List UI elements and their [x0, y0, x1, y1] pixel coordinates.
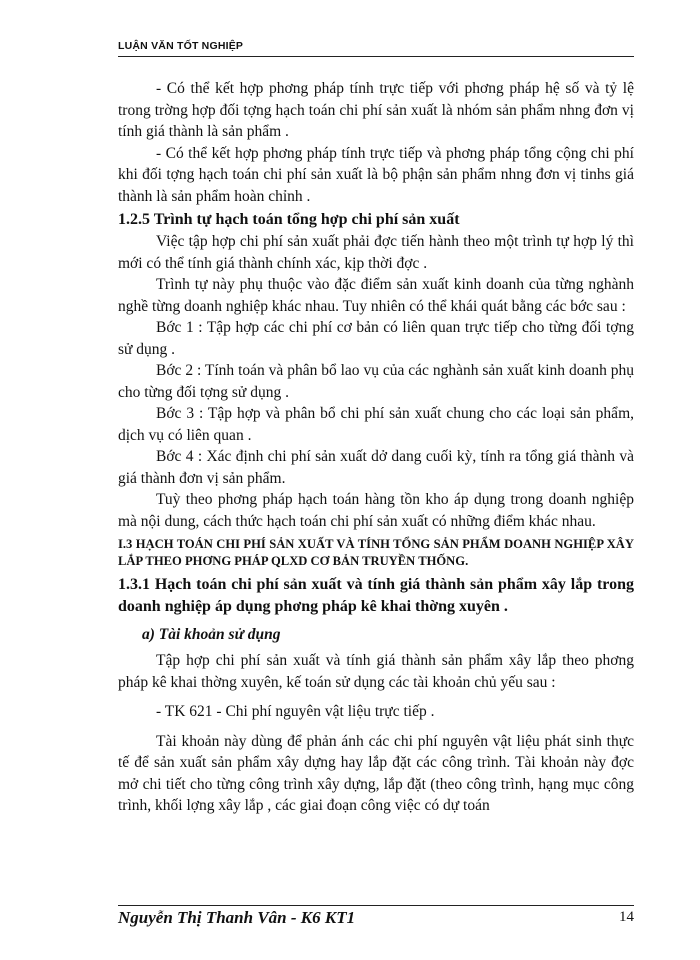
section-heading-1-3: I.3 HẠCH TOÁN CHI PHÍ SẢN XUẤT VÀ TÍNH TỔNG SẢN PHẨM DOANH NGHIỆP XÂY LẮP THEO PHƠNG PHÁP QLXD CƠ BẢN TRUYỀN THỐNG.: [118, 537, 634, 568]
step-1: Bớc 1 : Tập hợp các chi phí cơ bản có liên quan trực tiếp cho từng đối tợng sử dụng .: [118, 319, 634, 358]
page-header: [118, 34, 634, 57]
page-footer: [118, 905, 634, 936]
paragraph: Tài khoản này dùng để phản ánh các chi phí nguyên vật liệu phát sinh thực tế để sản xuất sản phẩm xây dựng hay lắp đặt các công trình. Tài khoản này đợc mở chi tiết cho từng công trình xây dựng, lắp đặt (theo công trình, hạng mục công trình, khối lợng xây lắp , các giai đoạn công việc có dự toán: [118, 732, 634, 814]
paragraph: Tập hợp chi phí sản xuất và tính giá thành sản phẩm xây lắp theo phơng pháp kê khai thờng xuyên, kế toán sử dụng các tài khoản chủ yếu sau :: [118, 652, 634, 691]
step-4: Bớc 4 : Xác định chi phí sản xuất dở dang cuối kỳ, tính ra tổng giá thành và giá thành đơn vị sản phẩm.: [118, 448, 634, 487]
paragraph: Tuỳ theo phơng pháp hạch toán hàng tồn kho áp dụng trong doanh nghiệp mà nội dung, cách thức hạch toán chi phí sản xuất có những điểm khác nhau.: [118, 491, 634, 530]
paragraph: - TK 621 - Chi phí nguyên vật liệu trực tiếp .: [156, 703, 435, 720]
step-3: Bớc 3 : Tập hợp và phân bổ chi phí sản xuất chung cho các loại sản phẩm, dịch vụ có liên quan .: [118, 405, 634, 444]
paragraph: - Có thể kết hợp phơng pháp tính trực tiếp và phơng pháp tổng cộng chi phí khi đối tợng hạch toán chi phí sản xuất là bộ phận sản phẩm nhng đơn vị tinhs giá thành là sản phẩm hoàn chỉnh .: [118, 144, 634, 205]
section-heading-1-2-5: 1.2.5 Trình tự hạch toán tổng hợp chi phí sản xuất: [118, 211, 460, 228]
footer-author: Nguyễn Thị Thanh Vân - K6 KT1: [118, 908, 356, 927]
page-number: 14: [619, 909, 634, 925]
page-body: [118, 78, 634, 817]
subheading-a: a) Tài khoản sử dụng: [142, 626, 281, 643]
paragraph: Trình tự này phụ thuộc vào đặc điểm sản xuất kinh doanh của từng nghành nghề từng doanh nghiệp khác nhau. Tuy nhiên có thể khái quát bằng các bớc sau :: [118, 276, 634, 315]
step-2: Bớc 2 : Tính toán và phân bổ lao vụ của các nghành sản xuất kinh doanh phụ cho từng đối tợng sử dụng .: [118, 362, 634, 401]
paragraph: - Có thể kết hợp phơng pháp tính trực tiếp với phơng pháp hệ số và tỷ lệ trong trờng hợp đối tợng hạch toán chi phí sản xuất là nhóm sản phẩm nhng đơn vị tính giá thành là sản phẩm .: [118, 80, 634, 140]
section-heading-1-3-1: 1.3.1 Hạch toán chi phí sản xuất và tính giá thành sản phẩm xây lắp trong doanh nghiệp áp dụng phơng pháp kê khai thờng xuyên .: [118, 576, 634, 615]
header-title: LUẬN VĂN TỐT NGHIỆP: [118, 40, 244, 52]
paragraph: Việc tập hợp chi phí sản xuất phải đợc tiến hành theo một trình tự hợp lý thì mới có thể tính giá thành chính xác, kịp thời đợc .: [118, 233, 634, 272]
